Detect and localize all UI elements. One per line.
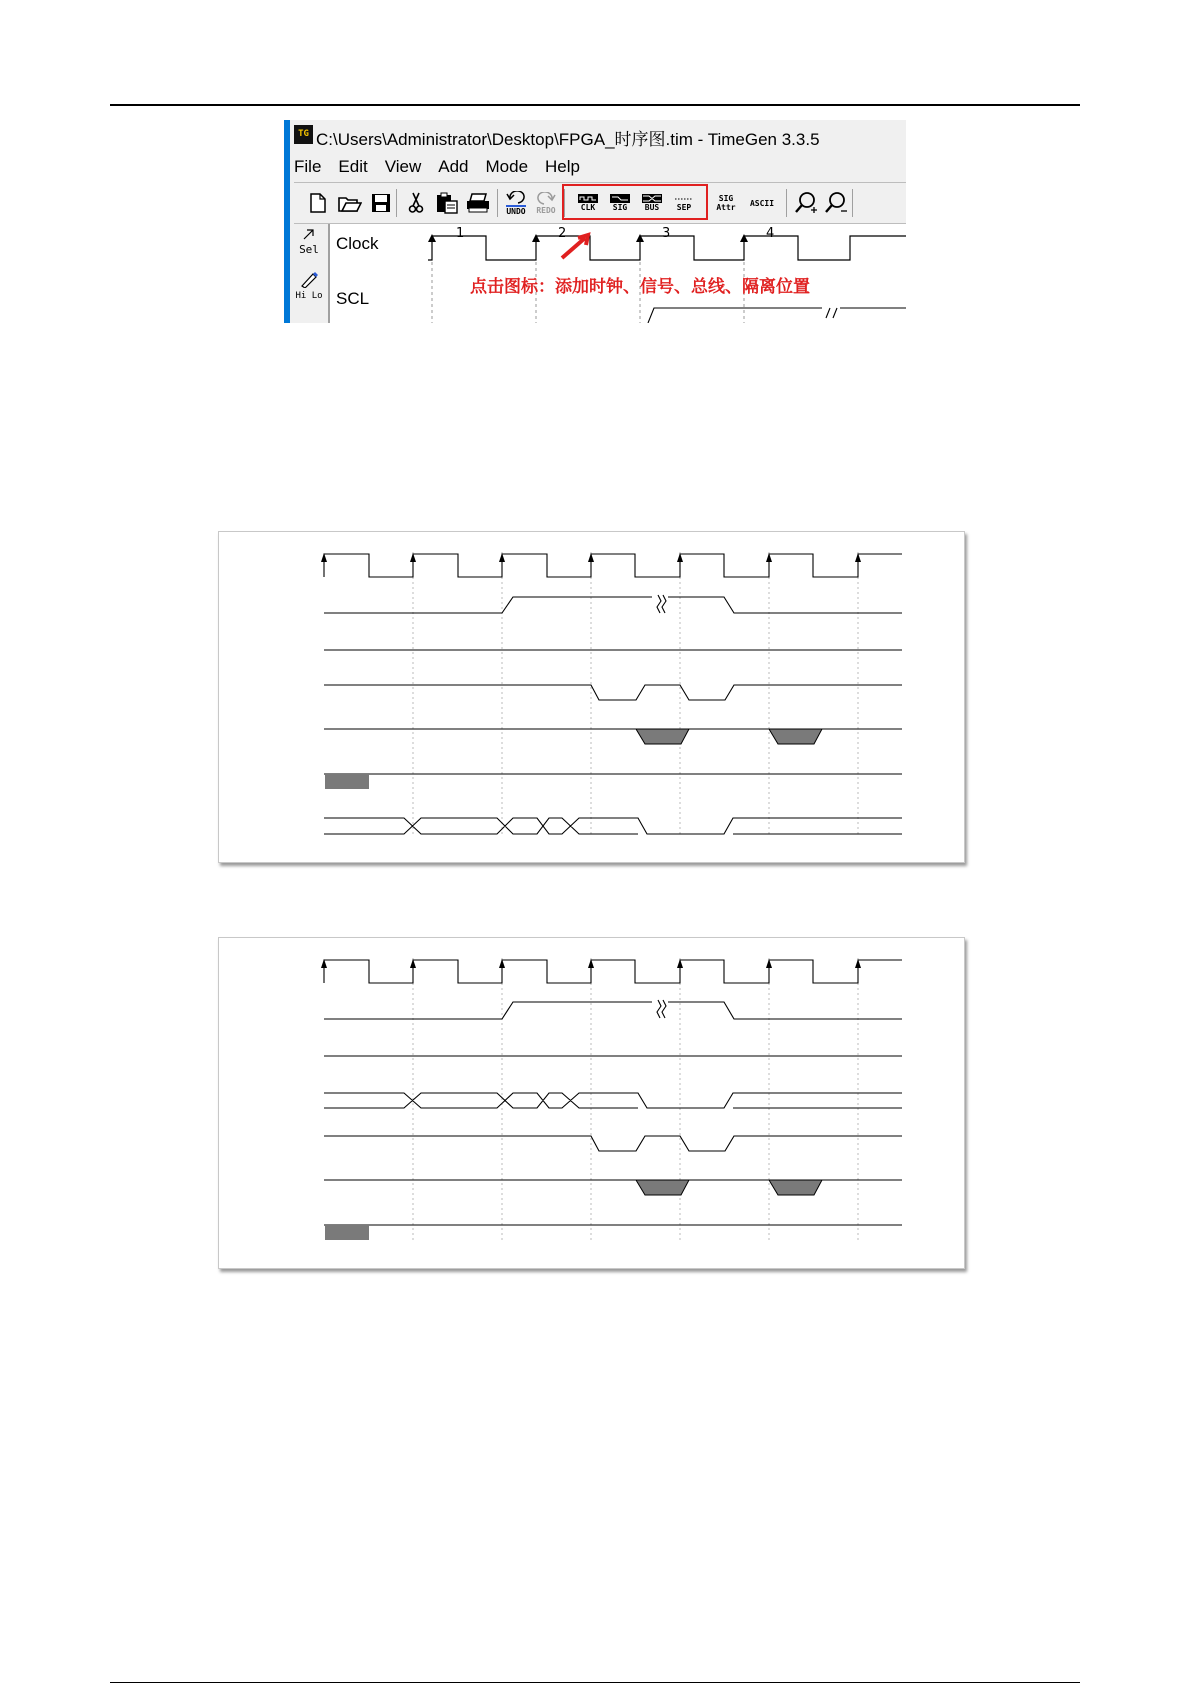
signal-waveform-2	[324, 1000, 902, 1019]
timing-diagram-1-svg	[219, 532, 964, 862]
menu-bar	[294, 157, 597, 179]
window-title: C:\Users\Administrator\Desktop\FPGA_时序图.tim - TimeGen 3.3.5	[316, 130, 820, 149]
menu-edit[interactable]: Edit	[338, 157, 368, 176]
undo-label: UNDO	[506, 206, 526, 216]
rising-edge-arrow	[740, 234, 748, 242]
clock-waveform	[324, 554, 902, 577]
cycle-number-4: 4	[766, 226, 775, 241]
timegen-app-icon: TG	[294, 125, 313, 144]
cycle-number-1: 1	[456, 226, 465, 241]
rising-edge-arrow	[532, 234, 540, 242]
cycle-number-3: 3	[662, 226, 671, 241]
menu-help[interactable]: Help	[545, 157, 580, 176]
clk-label: CLK	[580, 203, 596, 212]
ascii-button[interactable]	[744, 189, 780, 217]
menu-add[interactable]: Add	[438, 157, 469, 176]
redo-label: REDO	[536, 205, 556, 215]
timing-diagram-2-svg	[219, 938, 964, 1268]
signal-waveform-5	[324, 1136, 902, 1151]
timing-diagram-1	[218, 531, 965, 863]
mode-sidebar	[290, 224, 330, 323]
scl-waveform	[648, 308, 906, 323]
timing-diagram-2	[218, 937, 965, 1269]
print-printer-icon[interactable]	[464, 189, 492, 217]
timegen-screenshot	[284, 120, 906, 323]
toolbar	[294, 182, 906, 224]
redo-button[interactable]	[532, 189, 560, 217]
paste-clipboard-icon[interactable]	[433, 189, 461, 217]
select-mode-button[interactable]	[292, 228, 326, 266]
menu-view[interactable]: View	[384, 157, 422, 176]
shaded-region	[769, 729, 822, 744]
shaded-region	[636, 1180, 689, 1195]
save-disk-icon[interactable]	[367, 189, 395, 217]
new-file-icon[interactable]	[304, 189, 332, 217]
annotation-text: 点击图标：添加时钟、信号、总线、隔离位置	[470, 277, 810, 297]
bus-waveform	[324, 1093, 902, 1108]
zoom-out-icon[interactable]	[822, 189, 850, 217]
hilo-label: Hi Lo	[295, 291, 323, 301]
cycle-number-2: 2	[558, 226, 567, 241]
zoom-in-icon[interactable]	[792, 189, 820, 217]
sig-attr-line1: SIG	[718, 194, 734, 203]
menu-file[interactable]: File	[294, 157, 322, 176]
shaded-region	[325, 1225, 369, 1240]
signal-name-clock[interactable]: Clock	[336, 234, 379, 253]
timing-canvas[interactable]	[330, 224, 906, 323]
sep-label: SEP	[676, 203, 692, 212]
highlight-box	[562, 184, 708, 220]
signal-name-scl[interactable]: SCL	[336, 289, 370, 308]
bus-label: BUS	[644, 203, 660, 212]
cut-scissors-icon[interactable]	[402, 189, 430, 217]
sig-attr-line2: Attr	[716, 203, 736, 212]
sig-label: SIG	[612, 203, 628, 212]
signal-attributes-button[interactable]	[712, 189, 740, 217]
shaded-region	[636, 729, 689, 744]
page-footer-rule	[110, 1682, 1080, 1683]
rising-edge-arrow	[636, 234, 644, 242]
ascii-label: ASCII	[749, 198, 775, 208]
menu-mode[interactable]: Mode	[485, 157, 529, 176]
clock-waveform	[324, 960, 902, 983]
shaded-region	[769, 1180, 822, 1195]
undo-button[interactable]	[502, 189, 530, 217]
signal-waveform-2	[324, 595, 902, 613]
shaded-region	[325, 774, 369, 789]
hilo-mode-button[interactable]	[292, 270, 326, 308]
signal-waveform-4	[324, 685, 902, 700]
open-folder-icon[interactable]	[336, 189, 364, 217]
page-header-rule	[110, 104, 1080, 106]
sel-label: Sel	[299, 243, 319, 256]
rising-edge-arrow	[428, 234, 436, 242]
bus-waveform	[324, 818, 902, 834]
